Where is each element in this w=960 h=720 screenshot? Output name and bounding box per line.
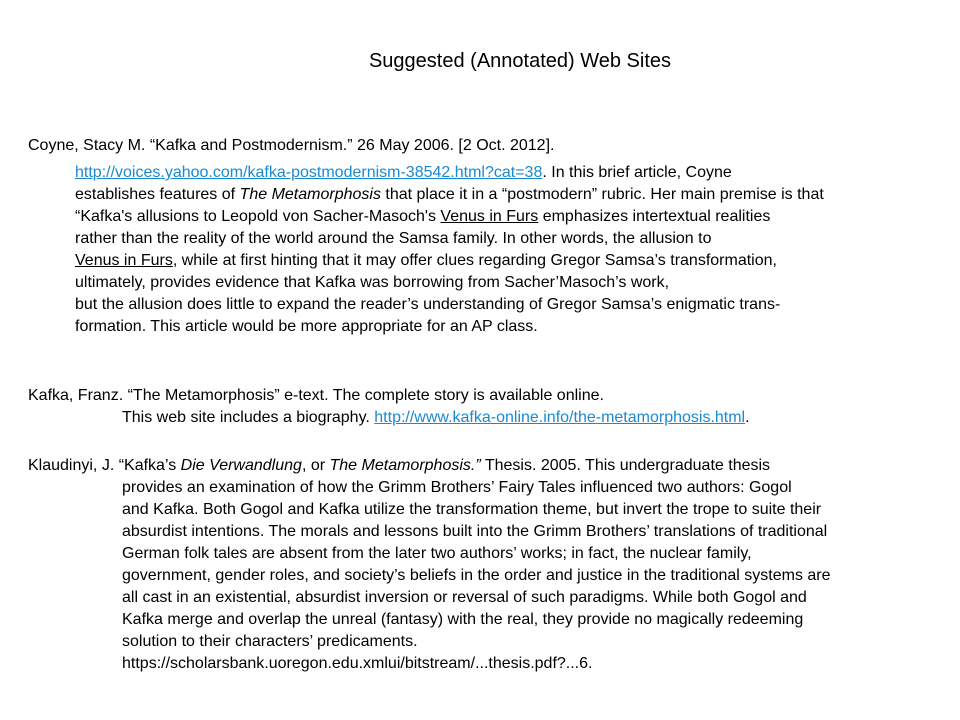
klaudinyi-line-1-post: Thesis. 2005. This undergraduate thesis bbox=[480, 457, 771, 474]
coyne-venus-title: Venus in Furs bbox=[440, 208, 539, 225]
coyne-venus-title-2: Venus in Furs bbox=[75, 252, 173, 269]
coyne-line-8: formation. This article would be more appropriate for an AP class. bbox=[75, 318, 538, 335]
klaudinyi-line-1-mid: , or bbox=[301, 457, 330, 474]
kafka-url-link[interactable]: http://www.kafka-online.info/the-metamorphosis.html bbox=[374, 409, 746, 426]
coyne-line-1-text: . In this brief article, Coyne bbox=[542, 164, 732, 181]
citation-kafka: Kafka, Franz. “The Metamorphosis” e-text. The complete story is available online. bbox=[28, 387, 604, 404]
klaudinyi-work-title-2: The Metamorphosis.” bbox=[329, 457, 481, 474]
citation-coyne: Coyne, Stacy M. “Kafka and Postmodernism.” 26 May 2006. [2 Oct. 2012]. bbox=[28, 137, 555, 154]
coyne-line-7: but the allusion does little to expand the reader’s understanding of Gregor Samsa’s enigmatic trans- bbox=[75, 296, 781, 313]
coyne-line-3-pre: “Kafka's allusions to Leopold von Sacher-Masoch's bbox=[75, 208, 441, 225]
coyne-line-3-post: emphasizes intertextual realities bbox=[538, 208, 771, 225]
klaudinyi-line: solution to their characters’ predicaments. bbox=[122, 633, 418, 650]
coyne-url-link[interactable]: http://voices.yahoo.com/kafka-postmodernism-38542.html?cat=38 bbox=[75, 164, 543, 181]
klaudinyi-line-1-pre: Klaudinyi, J. “Kafka’s bbox=[28, 457, 181, 474]
coyne-line-3 bbox=[75, 206, 770, 228]
coyne-line-2 bbox=[75, 184, 824, 206]
kafka-line-2-post: . bbox=[745, 409, 750, 426]
klaudinyi-line: German folk tales are absent from the later two authors’ works; in fact, the nuclear family, bbox=[122, 545, 752, 562]
coyne-line-4: rather than the reality of the world around the Samsa family. In other words, the allusion to bbox=[75, 230, 712, 247]
kafka-line-2 bbox=[122, 407, 750, 429]
coyne-line-1 bbox=[75, 162, 732, 184]
citation-klaudinyi bbox=[28, 455, 770, 477]
coyne-work-title: The Metamorphosis bbox=[239, 186, 381, 203]
kafka-line-2-pre: This web site includes a biography. bbox=[122, 409, 375, 426]
klaudinyi-line: absurdist intentions. The morals and lessons built into the Grimm Brothers’ translations of traditional bbox=[122, 523, 828, 540]
coyne-line-2-pre: establishes features of bbox=[75, 186, 240, 203]
klaudinyi-line: government, gender roles, and society’s beliefs in the order and justice in the traditional systems are bbox=[122, 567, 831, 584]
klaudinyi-url-text: https://scholarsbank.uoregon.edu.xmlui/bitstream/...thesis.pdf?...6. bbox=[122, 655, 593, 672]
coyne-line-5 bbox=[75, 250, 777, 272]
klaudinyi-line: provides an examination of how the Grimm Brothers’ Fairy Tales influenced two authors: Gogol bbox=[122, 479, 792, 496]
coyne-line-5-post: , while at first hinting that it may offer clues regarding Gregor Samsa’s transformation, bbox=[172, 252, 777, 269]
coyne-line-2-post: that place it in a “postmodern” rubric. Her main premise is that bbox=[380, 186, 824, 203]
klaudinyi-work-title-1: Die Verwandlung bbox=[180, 457, 302, 474]
klaudinyi-line: and Kafka. Both Gogol and Kafka utilize the transformation theme, but invert the trope to suite their bbox=[122, 501, 822, 518]
klaudinyi-line: Kafka merge and overlap the unreal (fantasy) with the real, they provide no magically redeeming bbox=[122, 611, 804, 628]
coyne-line-6: ultimately, provides evidence that Kafka was borrowing from Sacher’Masoch’s work, bbox=[75, 274, 670, 291]
klaudinyi-line: all cast in an existential, absurdist inversion or reversal of such paradigms. While both Gogol and bbox=[122, 589, 807, 606]
page-title: Suggested (Annotated) Web Sites bbox=[368, 50, 672, 72]
